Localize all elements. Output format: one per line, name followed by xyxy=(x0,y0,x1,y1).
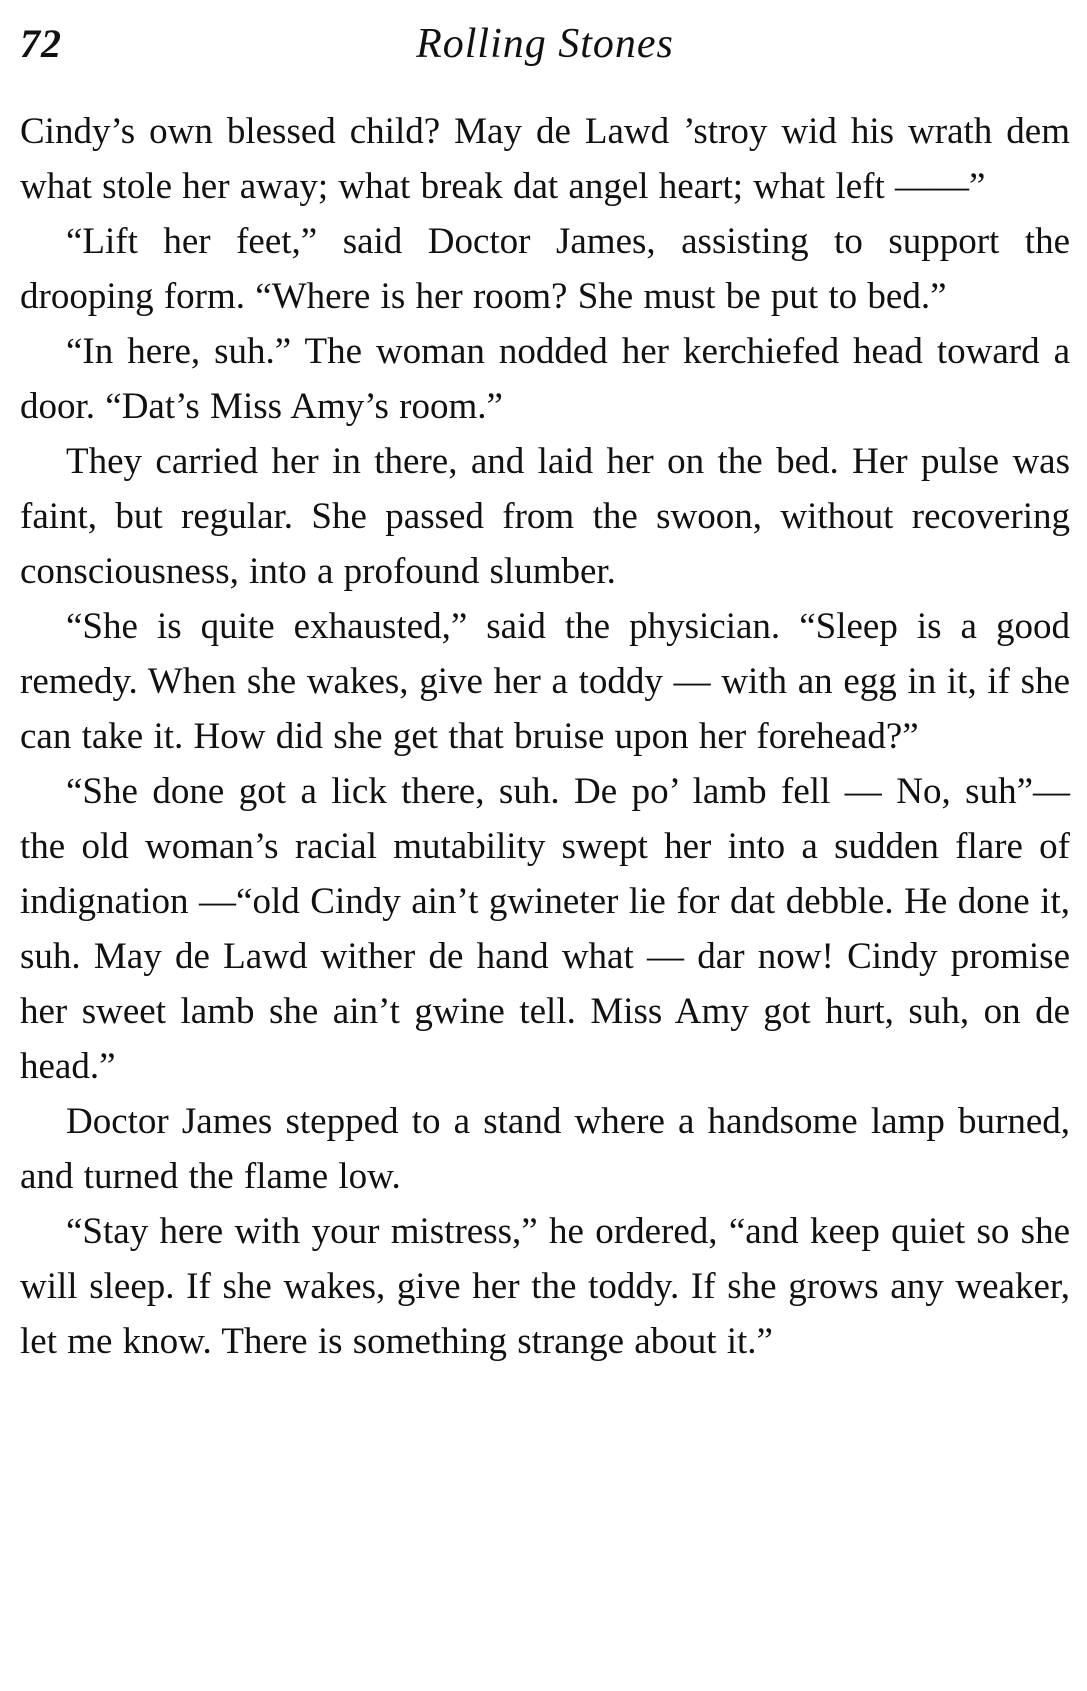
page-number: 72 xyxy=(20,21,62,66)
paragraph: “Lift her feet,” said Doctor James, assisting to support the drooping form. “Where is her room? She must be put to bed.” xyxy=(20,221,1070,317)
paragraph: Cindy’s own blessed child? May de Lawd ’stroy wid his wrath dem what stole her away; what break dat angel heart; what left ——” xyxy=(20,111,1070,207)
paragraph: Doctor James stepped to a stand where a handsome lamp burned, and turned the flame low. xyxy=(20,1101,1070,1197)
paragraph: “She done got a lick there, suh. De po’ lamb fell — No, suh”— the old woman’s racial mutability swept her into a sudden flare of indignation —“old Cindy ain’t gwineter lie for dat debble. He done it, suh. May de Lawd wither de hand what — dar now! Cindy promise her sweet lamb she ain’t gwine tell. Miss Amy got hurt, suh, on de head.” xyxy=(20,771,1070,1087)
book-page xyxy=(20,14,1070,1684)
paragraph: They carried her in there, and laid her on the bed. Her pulse was faint, but regular. She passed from the swoon, without recovering consciousness, into a profound slumber. xyxy=(20,441,1070,592)
page-header xyxy=(20,14,1070,76)
paragraph: “Stay here with your mistress,” he ordered, “and keep quiet so she will sleep. If she wakes, give her the toddy. If she grows any weaker, let me know. There is something strange about it.” xyxy=(20,1211,1070,1362)
running-title: Rolling Stones xyxy=(416,21,674,67)
paragraph: “She is quite exhausted,” said the physician. “Sleep is a good remedy. When she wakes, give her a toddy — with an egg in it, if she can take it. How did she get that bruise upon her forehead?” xyxy=(20,606,1070,757)
paragraph: “In here, suh.” The woman nodded her kerchiefed head toward a door. “Dat’s Miss Amy’s room.” xyxy=(20,331,1070,427)
body-text xyxy=(20,104,1070,1369)
